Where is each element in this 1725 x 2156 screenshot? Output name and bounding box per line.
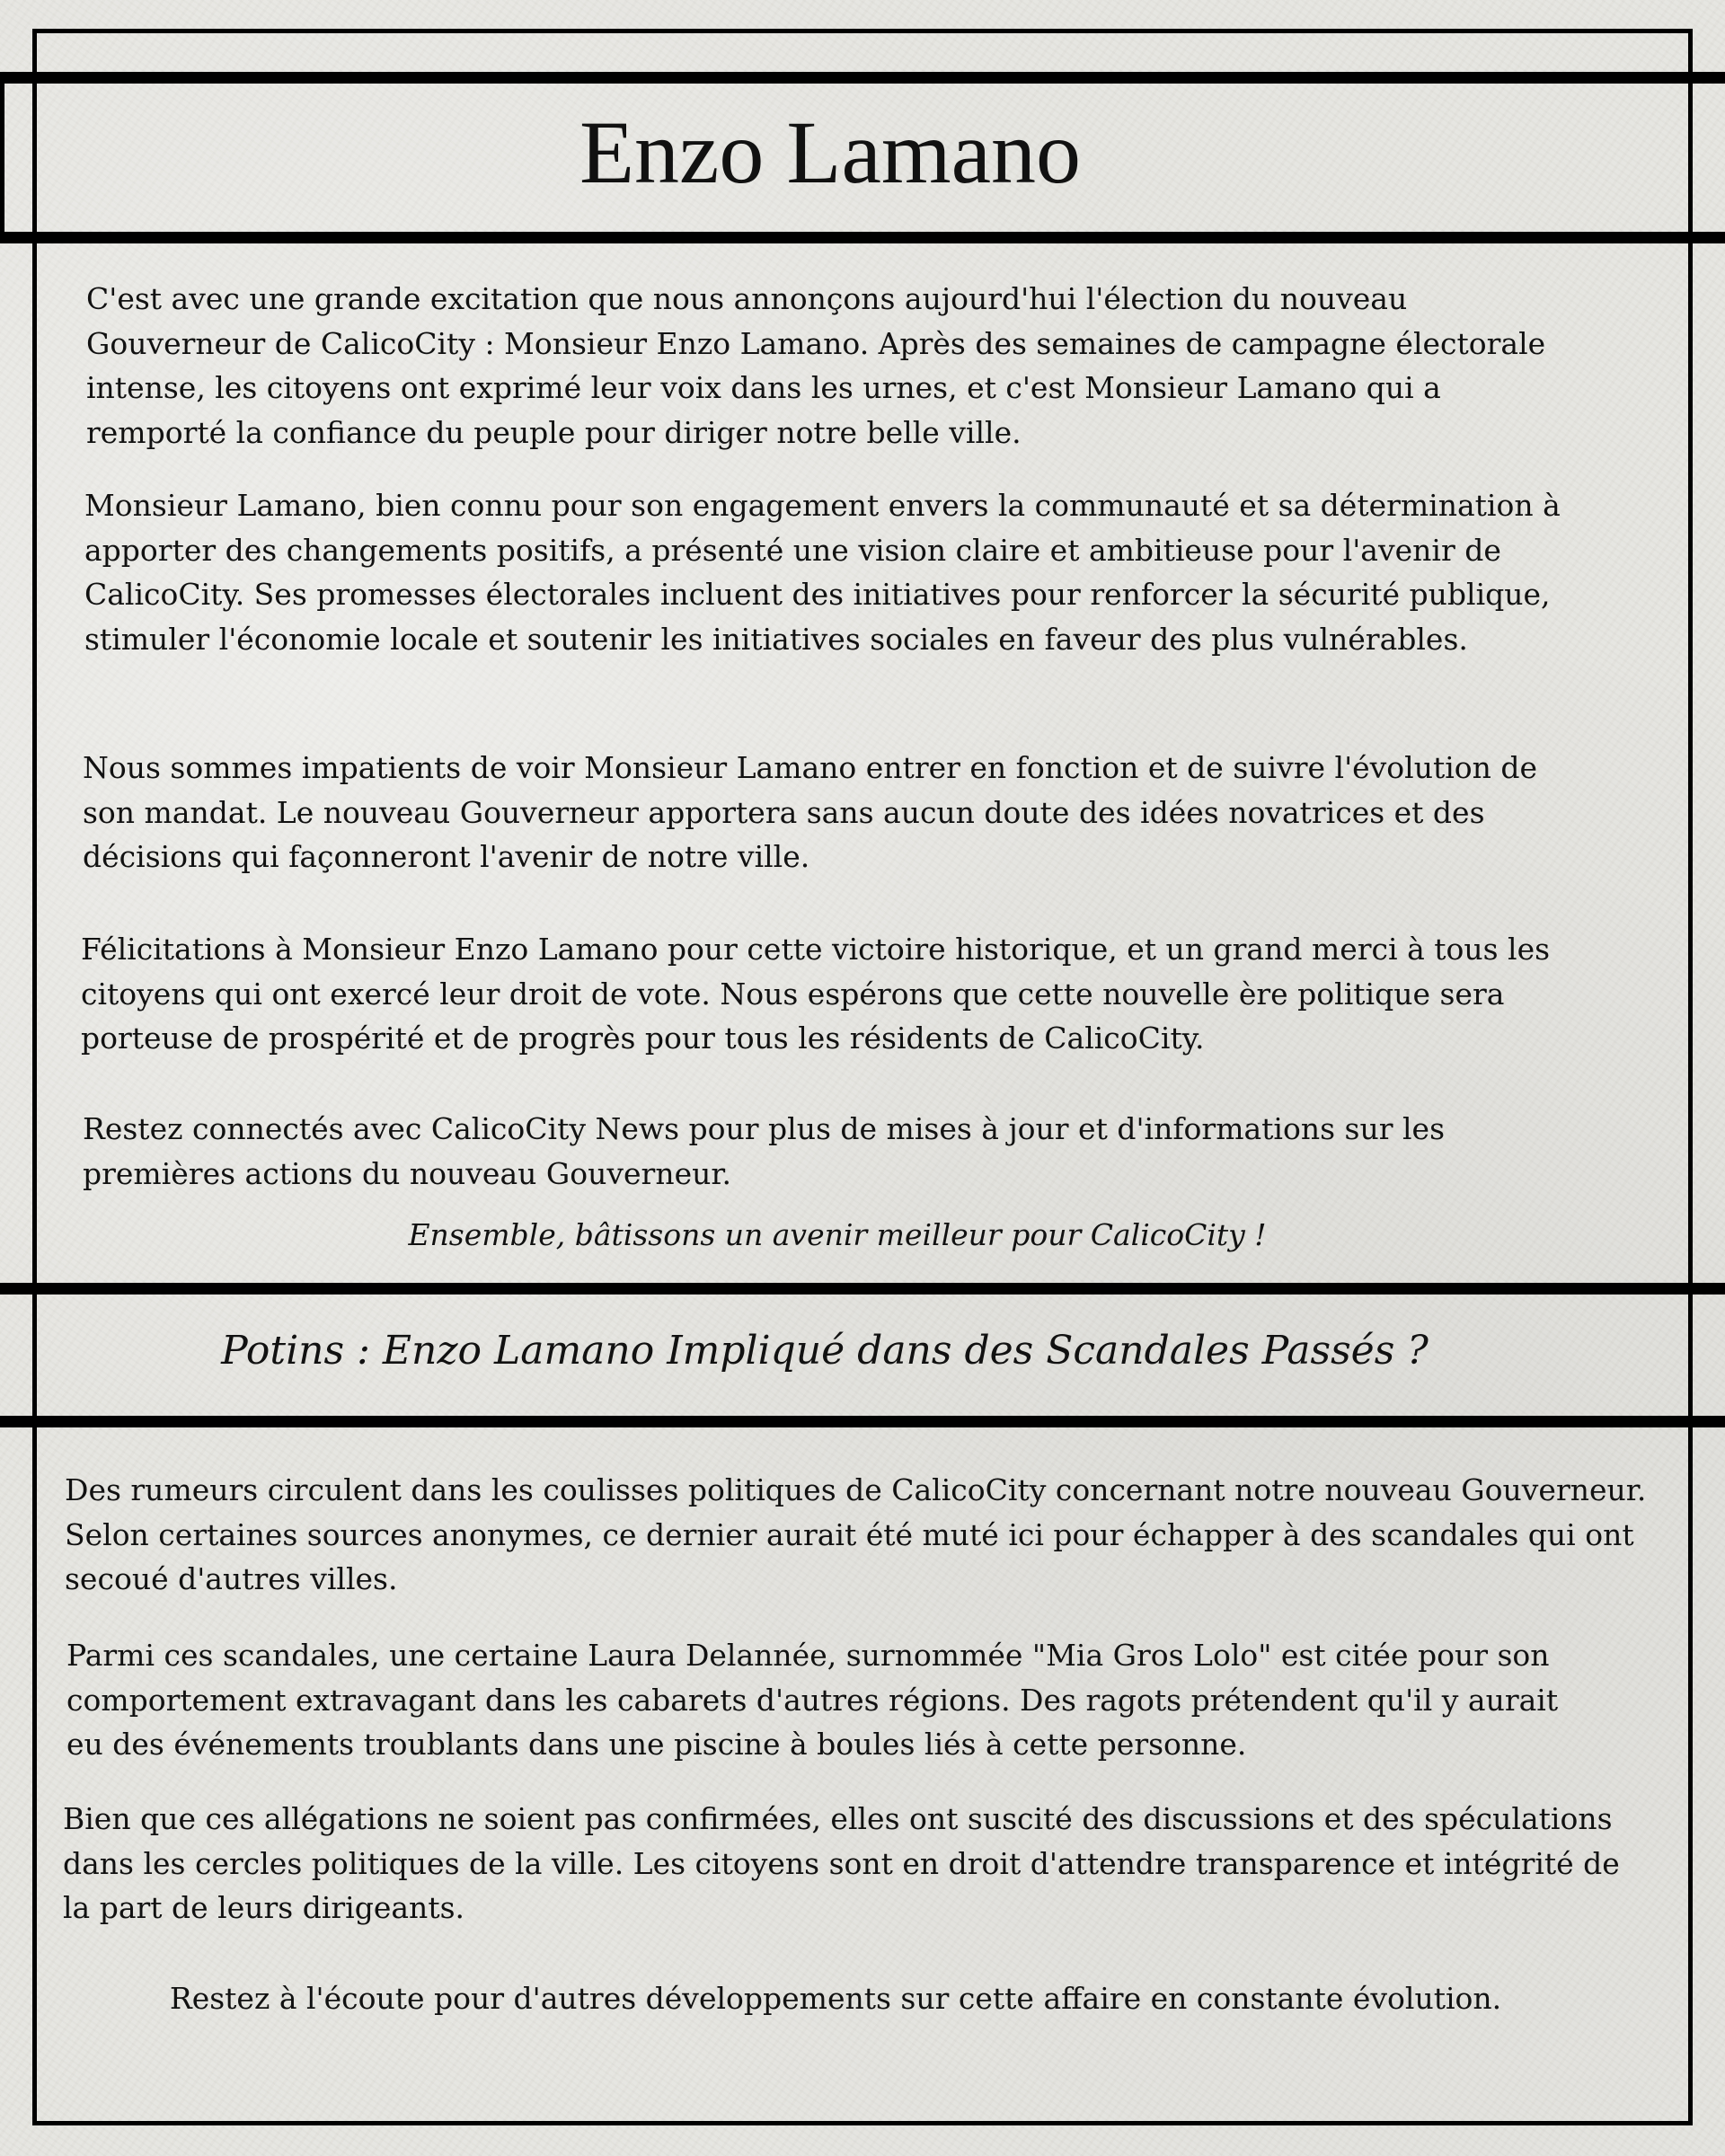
gossip-paragraph-3: Bien que ces allégations ne soient pas confirmées, elles ont suscité des discussions et des spéculations dans les cercles politiques de la ville. Les citoyens sont en droit d'attendre transparence et intégrité de la part de leurs dirigeants.	[63, 1801, 1620, 1925]
title-bottom-rule	[0, 232, 1725, 243]
article-paragraph-4: Félicitations à Monsieur Enzo Lamano pour cette victoire historique, et un grand merci à tous les citoyens qui ont exercé leur droit de vote. Nous espérons que cette nouvelle ère politique sera porteuse de prospérité et de progrès pour tous les résidents de CalicoCity.	[81, 932, 1551, 1056]
article-paragraph-2: Monsieur Lamano, bien connu pour son engagement envers la communauté et sa détermination à apporter des changements positifs, a présenté une vision claire et ambitieuse pour l'avenir de CalicoCity. Ses promesses électorales incluent des initiatives pour renforcer la sécurité publique, stimuler l'économie locale et soutenir les initiatives sociales en faveur des plus vulnérables.	[84, 488, 1561, 657]
title-top-rule	[0, 72, 1725, 84]
gossip-paragraph-2: Parmi ces scandales, une certaine Laura Delannée, surnommée "Mia Gros Lolo" est citée pour son comportement extravagant dans les cabarets d'autres régions. Des ragots prétendent qu'il y aurait eu des événements troublants dans une piscine à boules liés à cette personne.	[66, 1638, 1559, 1762]
article-paragraph-1: C'est avec une grande excitation que nous annonçons aujourd'hui l'élection du nouveau Gouverneur de CalicoCity : Monsieur Enzo Lamano. Après des semaines de campagne électorale intense, les citoyens ont exprimé leur voix dans les urnes, et c'est Monsieur Lamano qui a remporté la confiance du peuple pour diriger notre belle ville.	[86, 281, 1546, 450]
page-title: Enzo Lamano	[579, 102, 1082, 202]
subtitle-top-rule	[0, 1283, 1725, 1294]
article-paragraph-3: Nous sommes impatients de voir Monsieur Lamano entrer en fonction et de suivre l'évolution de son mandat. Le nouveau Gouverneur apportera sans aucun doute des idées novatrices et des décisions qui façonneront l'avenir de notre ville.	[83, 750, 1538, 874]
gossip-title: Potins : Enzo Lamano Impliqué dans des Scandales Passés ?	[221, 1328, 1429, 1374]
article-paragraph-5: Restez connectés avec CalicoCity News pour plus de mises à jour et d'informations sur les premières actions du nouveau Gouverneur.	[83, 1111, 1446, 1191]
gossip-paragraph-1: Des rumeurs circulent dans les coulisses politiques de CalicoCity concernant notre nouveau Gouverneur. Selon certaines sources anonymes, ce dernier aurait été muté ici pour échapper à des scandales qui ont secoué d'autres villes.	[65, 1472, 1647, 1596]
article-slogan: Ensemble, bâtissons un avenir meilleur pour CalicoCity !	[408, 1217, 1267, 1252]
subtitle-bottom-rule	[0, 1416, 1725, 1427]
gossip-closing: Restez à l'écoute pour d'autres développements sur cette affaire en constante évolution.	[169, 1981, 1502, 2016]
